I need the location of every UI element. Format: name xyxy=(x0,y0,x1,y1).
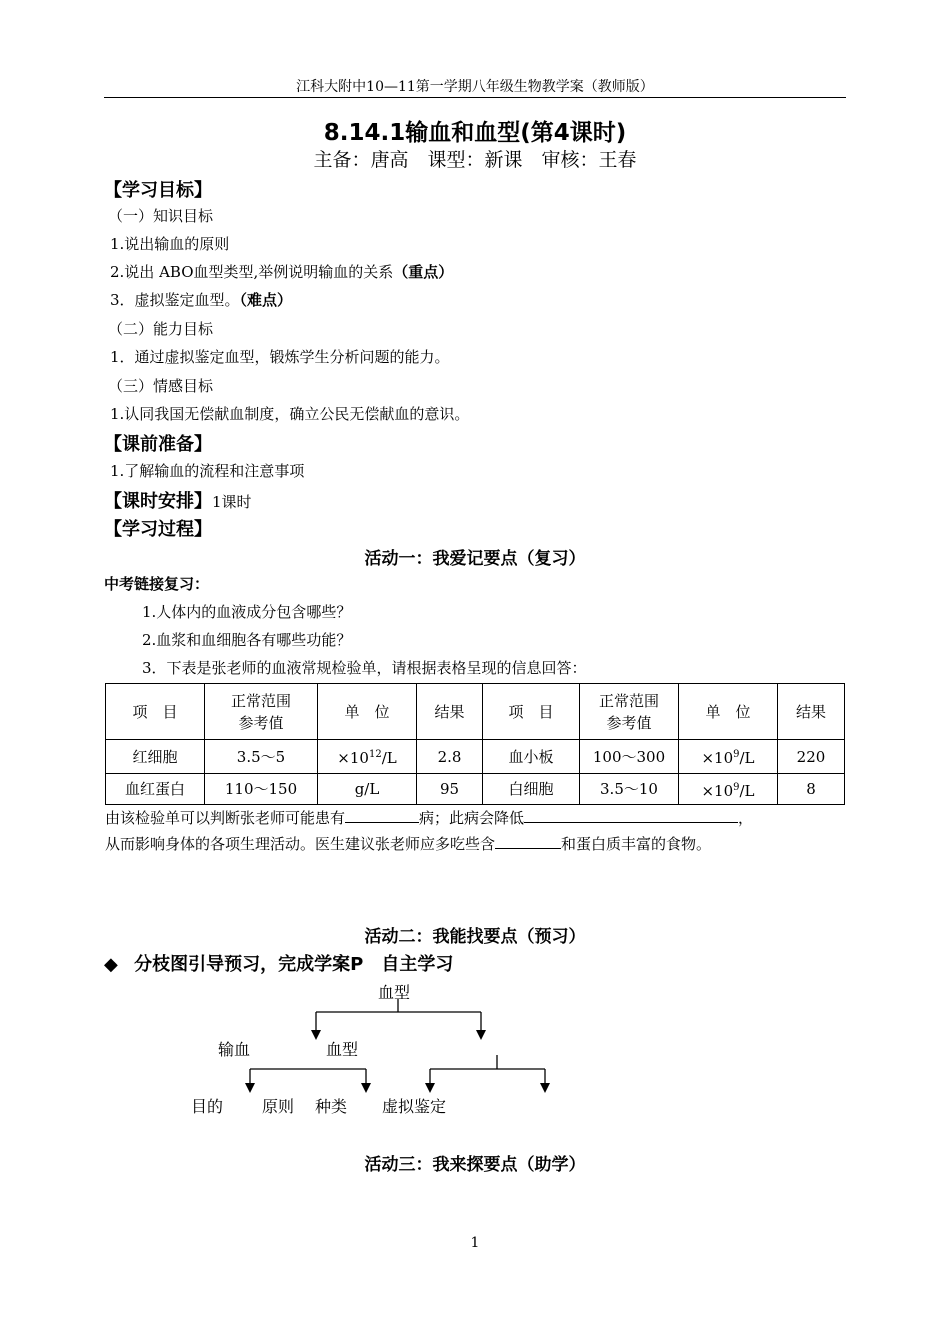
cell-result: 220 xyxy=(778,740,845,774)
cell-result: 2.8 xyxy=(417,740,483,774)
cell-range: 110～150 xyxy=(205,774,318,805)
unit-base: ×10 xyxy=(337,749,369,767)
header-range-line-1: 正常范围 xyxy=(230,691,291,710)
review-question-1: 1.人体内的血液成分包含哪些？ xyxy=(142,603,352,621)
header-range-line-2: 参考值 xyxy=(238,713,284,732)
header-item-2: 项 目 xyxy=(483,684,580,740)
header-unit: 单 位 xyxy=(318,684,417,740)
cell-item: 红细胞 xyxy=(106,740,205,774)
page-header: 江科大附中10—11第一学期八年级生物教学案（教师版） xyxy=(296,79,654,95)
unit-exponent: 9 xyxy=(733,781,740,793)
knowledge-item-1: 1.说出输血的原则 xyxy=(110,235,230,253)
key-point-tag: （重点） xyxy=(393,263,454,281)
lesson-title: 8.14.1输血和血型(第4课时) xyxy=(323,120,627,146)
diagram-middle-label: 血型 xyxy=(326,1040,359,1059)
header-unit-2: 单 位 xyxy=(679,684,778,740)
cell-item: 白细胞 xyxy=(483,774,580,805)
diamond-bullet-icon: ◆ xyxy=(104,954,118,975)
cell-item: 血小板 xyxy=(483,740,580,774)
cell-range: 100～300 xyxy=(580,740,679,774)
review-heading: 中考链接复习： xyxy=(104,575,210,593)
unit-suffix: /L xyxy=(739,781,755,800)
unit-suffix: /L xyxy=(739,749,755,767)
process-heading: 【学习过程】 xyxy=(104,519,212,540)
cell-range: 3.5～10 xyxy=(580,774,679,805)
cell-unit: g/L xyxy=(318,774,417,805)
arrow-down-icon xyxy=(311,1030,321,1040)
unit-suffix: /L xyxy=(381,749,397,767)
activity-2-instruction: 分枝图引导预习，完成学案P 自主学习 xyxy=(134,954,454,975)
answer-text-5: 和蛋白质丰富的食物。 xyxy=(561,835,712,853)
lesson-subtitle: 主备：唐高 课型：新课 审核：王春 xyxy=(313,149,637,171)
cell-range: 3.5～5 xyxy=(205,740,318,774)
schedule-heading: 【课时安排】 xyxy=(104,491,212,512)
activity-1-title: 活动一：我爱记要点（复习） xyxy=(364,549,586,569)
objectives-heading: 【学习目标】 xyxy=(104,180,212,201)
prep-item: 1.了解输血的流程和注意事项 xyxy=(110,462,305,480)
answer-text-3: ， xyxy=(738,809,754,827)
unit-base: ×10 xyxy=(701,749,734,767)
header-result: 结果 xyxy=(417,684,483,740)
diagram-leaf-types: 种类 xyxy=(315,1097,348,1116)
emotion-heading: （三）情感目标 xyxy=(108,377,214,395)
unit-exponent: 9 xyxy=(733,749,740,760)
unit-exponent: 12 xyxy=(368,749,382,760)
arrow-down-icon xyxy=(540,1083,550,1093)
activity-2-title: 活动二：我能找要点（预习） xyxy=(364,927,586,947)
cell-item: 血红蛋白 xyxy=(106,774,205,805)
diagram-leaf-identification: 虚拟鉴定 xyxy=(382,1097,447,1116)
knowledge-item-2-text: 2.说出 ABO血型类型,举例说明输血的关系 xyxy=(110,263,394,281)
header-result-2: 结果 xyxy=(778,684,845,740)
activity-3-title: 活动三：我来探要点（助学） xyxy=(364,1155,586,1175)
diagram-root-label: 血型 xyxy=(378,983,411,1002)
page-number: 1 xyxy=(470,1235,480,1251)
knowledge-item-3-text: 3．虚拟鉴定血型。 xyxy=(110,291,240,309)
cell-result: 95 xyxy=(417,774,483,805)
header-item: 项 目 xyxy=(106,684,205,740)
arrow-down-icon xyxy=(361,1083,371,1093)
arrow-down-icon xyxy=(245,1083,255,1093)
arrow-down-icon xyxy=(425,1083,435,1093)
schedule-value: 1课时 xyxy=(212,493,252,511)
answer-text-2: 病；此病会降低 xyxy=(419,809,525,827)
header-range-2-line-1: 正常范围 xyxy=(598,691,659,710)
answer-text-4: 从而影响身体的各项生理活动。医生建议张老师应多吃些含 xyxy=(105,835,496,853)
review-question-2: 2.血浆和血细胞各有哪些功能？ xyxy=(142,631,352,649)
review-question-3: 3．下表是张老师的血液常规检验单，请根据表格呈现的信息回答： xyxy=(142,659,587,677)
answer-text-1: 由该检验单可以判断张老师可能患有 xyxy=(105,809,346,827)
prep-heading: 【课前准备】 xyxy=(104,434,212,455)
difficult-point-tag: （难点） xyxy=(239,291,293,309)
ability-item-1: 1．通过虚拟鉴定血型，锻炼学生分析问题的能力。 xyxy=(110,348,450,366)
emotion-item-1: 1.认同我国无偿献血制度，确立公民无偿献血的意识。 xyxy=(110,405,470,423)
cell-result: 8 xyxy=(778,774,845,805)
unit-base: ×10 xyxy=(701,781,734,800)
arrow-down-icon xyxy=(476,1030,486,1040)
header-range-2-line-2: 参考值 xyxy=(606,713,652,732)
ability-heading: （二）能力目标 xyxy=(108,320,214,338)
diagram-leaf-principle: 原则 xyxy=(262,1097,295,1116)
diagram-leaf-purpose: 目的 xyxy=(191,1097,224,1116)
knowledge-heading: （一）知识目标 xyxy=(108,207,214,225)
diagram-left-label: 输血 xyxy=(218,1040,251,1059)
